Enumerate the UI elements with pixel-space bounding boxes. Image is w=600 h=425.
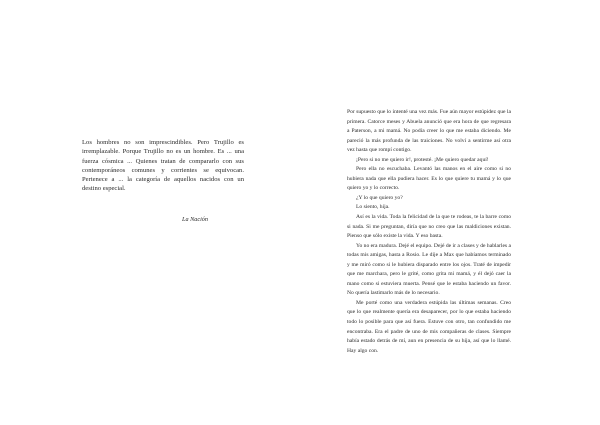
right-page [300, 0, 600, 425]
paragraph: Por supuesto que lo intenté una vez más. Fue aún mayor estúpidez que la primera. Catorce meses y Abuela anunció que era hora de que regresara a Paterson, a mi mamá. No podía creer lo que me estaba diciendo. Me pareció la más profunda de las traiciones. No volví a sentirme así otra vez hasta que rompí contigo. [347, 109, 511, 154]
paragraph: Lo siento, hija. [356, 204, 390, 211]
paragraph: ¿Y lo que quiero yo? [356, 194, 403, 201]
epigraph-quote: Los hombres no son imprescindibles. Pero Trujillo es irremplazable. Porque Trujillo no es un hombre. Es ... una fuerza cósmica ... Quienes tratan de compararlo con sus contemporáneos comunes y corrientes se equivocan. Pertenece a ... la categoría de aquellos nacidos con un destino especial. [82, 139, 244, 193]
body-text [347, 108, 511, 356]
paragraph: Pero ella no escuchaba. Levantó las manos en el aire como si no hubiera nada que ella pudiera hacer. Es lo que quiere tu mamá y lo que quiero yo y lo correcto. [347, 166, 511, 192]
epigraph-source: La Nación [182, 216, 208, 223]
paragraph: Así es la vida. Toda la felicidad de la que te rodeas, te la barre como si nada. Si me preguntan, diría que no creo que las maldiciones existan. Pienso que sólo existe la vida. Y eso basta. [347, 214, 511, 240]
paragraph: Me porté como una verdadera estúpida las últimas semanas. Creo que lo que realmente quería era desaparecer, por lo que estaba haciendo todo lo posible para que así fuera. Estuve con otro, tan confundido me encontraba. Era el padre de uno de mis compañeras de clases. Siempre había estado detrás de mí, aun en presencia de su hija, así que lo llamé. Hay algo con. [347, 299, 511, 354]
paragraph: Yo no era madura. Dejé el equipo. Dejé de ir a clases y de hablarles a todas mis amigas, hasta a Rosio. Le dije a Max que habíamos terminado y me miró como si le hubiera disparado entre los ojos. Traté de impedir que me marchara, pero le grité, como grita mi mamá, y él dejó caer la mano como si estuviera muerta. Pensé que le estaba haciendo un favor. No quería lastimarlo más de lo necesario. [347, 242, 511, 297]
paragraph: ¡Pero si no me quiero ir!, protesté. ¡Me quiero quedar aquí! [356, 156, 489, 163]
